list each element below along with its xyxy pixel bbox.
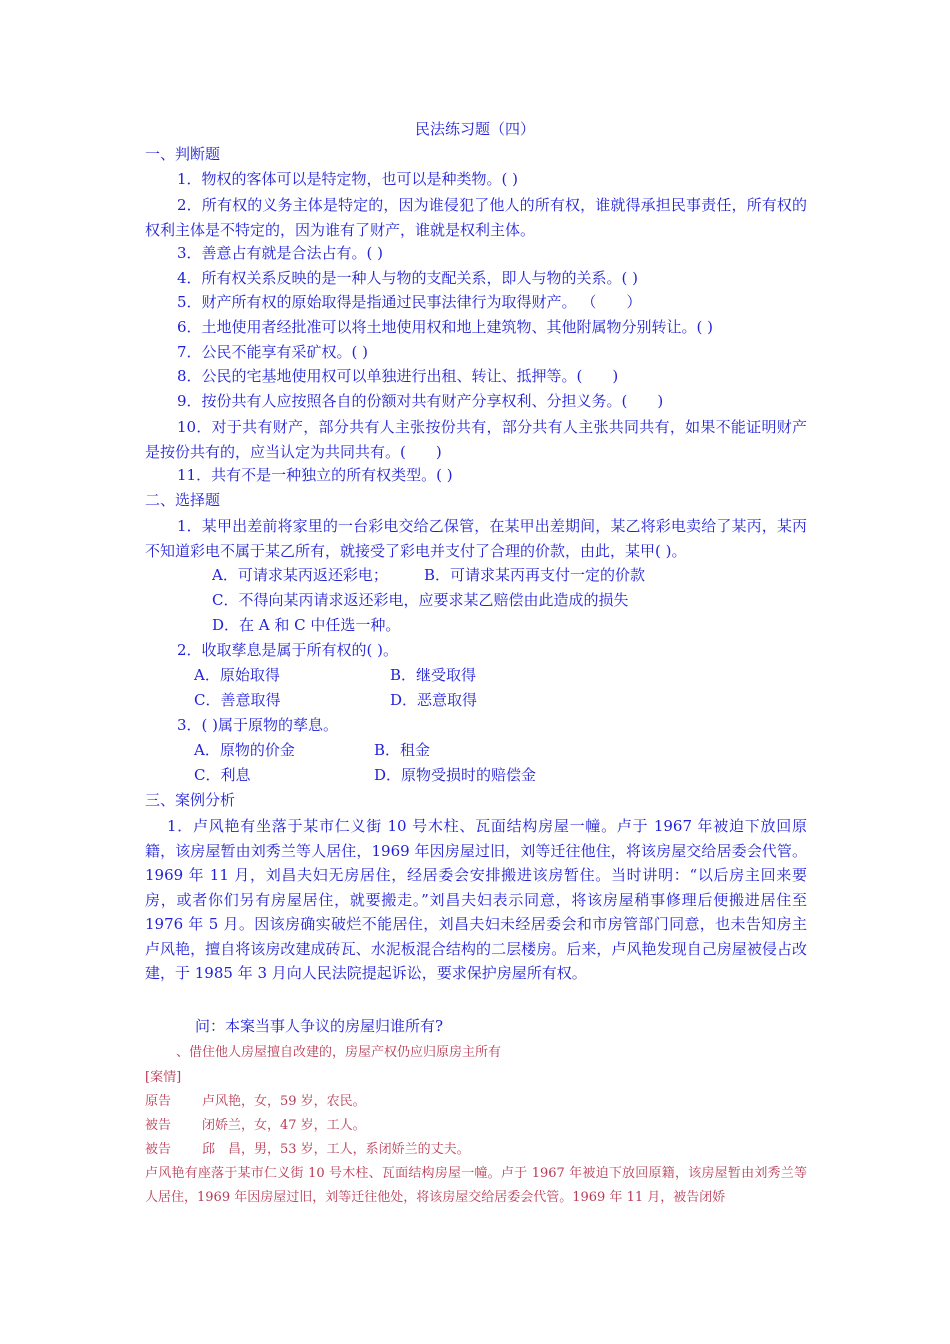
choice-q1-option-c: C．不得向某丙请求返还彩电，应要求某乙赔偿由此造成的损失 xyxy=(212,591,629,609)
choice-q2-options-cd xyxy=(194,690,477,710)
section-heading-choice: 二、选择题 xyxy=(145,491,221,509)
choice-q2-option-d: D．恶意取得 xyxy=(390,691,478,709)
answer-case-body: 卢风艳有座落于某市仁义街 10 号木柱、瓦面结构房屋一幢。卢于 1967 年被迫下放回原籍，该房屋暂由刘秀兰等人居住，1969 年因房屋过旧，刘等迁往他处，将该房屋交给居委会代管。1969 年 11 月，被告闭娇 xyxy=(145,1166,807,1205)
choice-q1-options-ab xyxy=(212,565,645,585)
judgment-q2: 2．所有权的义务主体是特定的，因为谁侵犯了他人的所有权，谁就得承担民事责任，所有权的权利主体是不特定的，因为谁有了财产，谁就是权利主体。 xyxy=(145,196,807,239)
judgment-q5: 5．财产所有权的原始取得是指通过民事法律行为取得财产。 （ ） xyxy=(177,293,642,311)
answer-heading: 、借住他人房屋擅自改建的，房屋产权仍应归原房主所有 xyxy=(176,1045,502,1060)
choice-q3-options-ab xyxy=(194,740,430,760)
choice-q3-option-b: B．租金 xyxy=(374,741,431,759)
judgment-q9: 9．按份共有人应按照各自的份额对共有财产分享权利、分担义务。( ) xyxy=(177,392,664,410)
party-defendant-1 xyxy=(145,1117,366,1135)
section-heading-case: 三、案例分析 xyxy=(145,791,236,809)
choice-q2-option-b: B．继受取得 xyxy=(390,666,477,684)
judgment-q10: 10．对于共有财产，部分共有人主张按份共有，部分共有人主张共同共有，如果不能证明财产是按份共有的，应当认定为共同共有。( ) xyxy=(145,418,807,461)
party-role: 被告 xyxy=(145,1142,172,1157)
choice-q2-option-c: C．善意取得 xyxy=(194,691,281,709)
page-title: 民法练习题（四） xyxy=(414,120,535,138)
party-role: 被告 xyxy=(145,1118,172,1133)
choice-q1-option-d: D．在 A 和 C 中任选一种。 xyxy=(212,616,401,634)
choice-q2-option-a: A．原始取得 xyxy=(194,666,280,684)
judgment-q11: 11．共有不是一种独立的所有权类型。( ) xyxy=(177,466,453,484)
judgment-q8: 8．公民的宅基地使用权可以单独进行出租、转让、抵押等。( ) xyxy=(177,367,619,385)
party-defendant-2 xyxy=(145,1141,470,1159)
case-1-text: 1．卢风艳有坐落于某市仁义街 10 号木柱、瓦面结构房屋一幢。卢于 1967 年被迫下放回原籍，该房屋暂由刘秀兰等人居住，1969 年因房屋过旧，刘等迁往他住，将该房屋交给居委会代管。1969 年 11 月，刘昌夫妇无房居住，经居委会安排搬进该房暂住。当时讲明：“以后房主回来要房，或者你们另有房屋居住，就要搬走。”刘昌夫妇表示同意，将该房屋稍事修理后便搬进居住至 1976 年 5 月。因该房确实破烂不能居住，刘昌夫妇未经居委会和市房管部门同意，也未告知房主卢风艳，擅自将该房改建成砖瓦、水泥板混合结构的二层楼房。后来，卢风艳发现自己房屋被侵占改建，于 1985 年 3 月向人民法院提起诉讼，要求保护房屋所有权。 xyxy=(145,817,807,982)
party-role: 原告 xyxy=(145,1094,172,1109)
choice-q1-option-a: A．可请求某丙返还彩电； xyxy=(212,566,388,584)
party-desc: 邱 昌，男，53 岁，工人，系闭娇兰的丈夫。 xyxy=(202,1142,470,1157)
judgment-q3: 3．善意占有就是合法占有。( ) xyxy=(177,244,384,262)
choice-q1-option-b: B．可请求某丙再支付一定的价款 xyxy=(424,566,646,584)
choice-q3: 3．( )属于原物的孳息。 xyxy=(177,716,339,734)
party-plaintiff xyxy=(145,1093,366,1111)
judgment-q6: 6．土地使用者经批准可以将土地使用权和地上建筑物、其他附属物分别转让。( ) xyxy=(177,318,714,336)
judgment-q1: 1．物权的客体可以是特定物，也可以是种类物。( ) xyxy=(177,170,519,188)
choice-q2-options-ab xyxy=(194,665,476,685)
party-desc: 卢风艳，女，59 岁，农民。 xyxy=(202,1094,366,1109)
choice-q1: 1．某甲出差前将家里的一台彩电交给乙保管，在某甲出差期间，某乙将彩电卖给了某丙，某丙不知道彩电不属于某乙所有，就接受了彩电并支付了合理的价款，由此，某甲( )。 xyxy=(145,517,807,560)
choice-q3-option-a: A．原物的价金 xyxy=(194,741,295,759)
case-1-question: 问：本案当事人争议的房屋归谁所有? xyxy=(195,1017,444,1035)
choice-q2: 2．收取孳息是属于所有权的( )。 xyxy=(177,641,399,659)
section-heading-judgment: 一、判断题 xyxy=(145,145,221,163)
case-label: [案情] xyxy=(145,1070,182,1085)
judgment-q4: 4．所有权关系反映的是一种人与物的支配关系，即人与物的关系。( ) xyxy=(177,269,639,287)
choice-q3-options-cd xyxy=(194,765,536,785)
choice-q3-option-c: C．利息 xyxy=(194,766,251,784)
judgment-q7: 7．公民不能享有采矿权。( ) xyxy=(177,343,369,361)
party-desc: 闭娇兰，女，47 岁，工人。 xyxy=(202,1118,366,1133)
choice-q3-option-d: D．原物受损时的赔偿金 xyxy=(374,766,537,784)
